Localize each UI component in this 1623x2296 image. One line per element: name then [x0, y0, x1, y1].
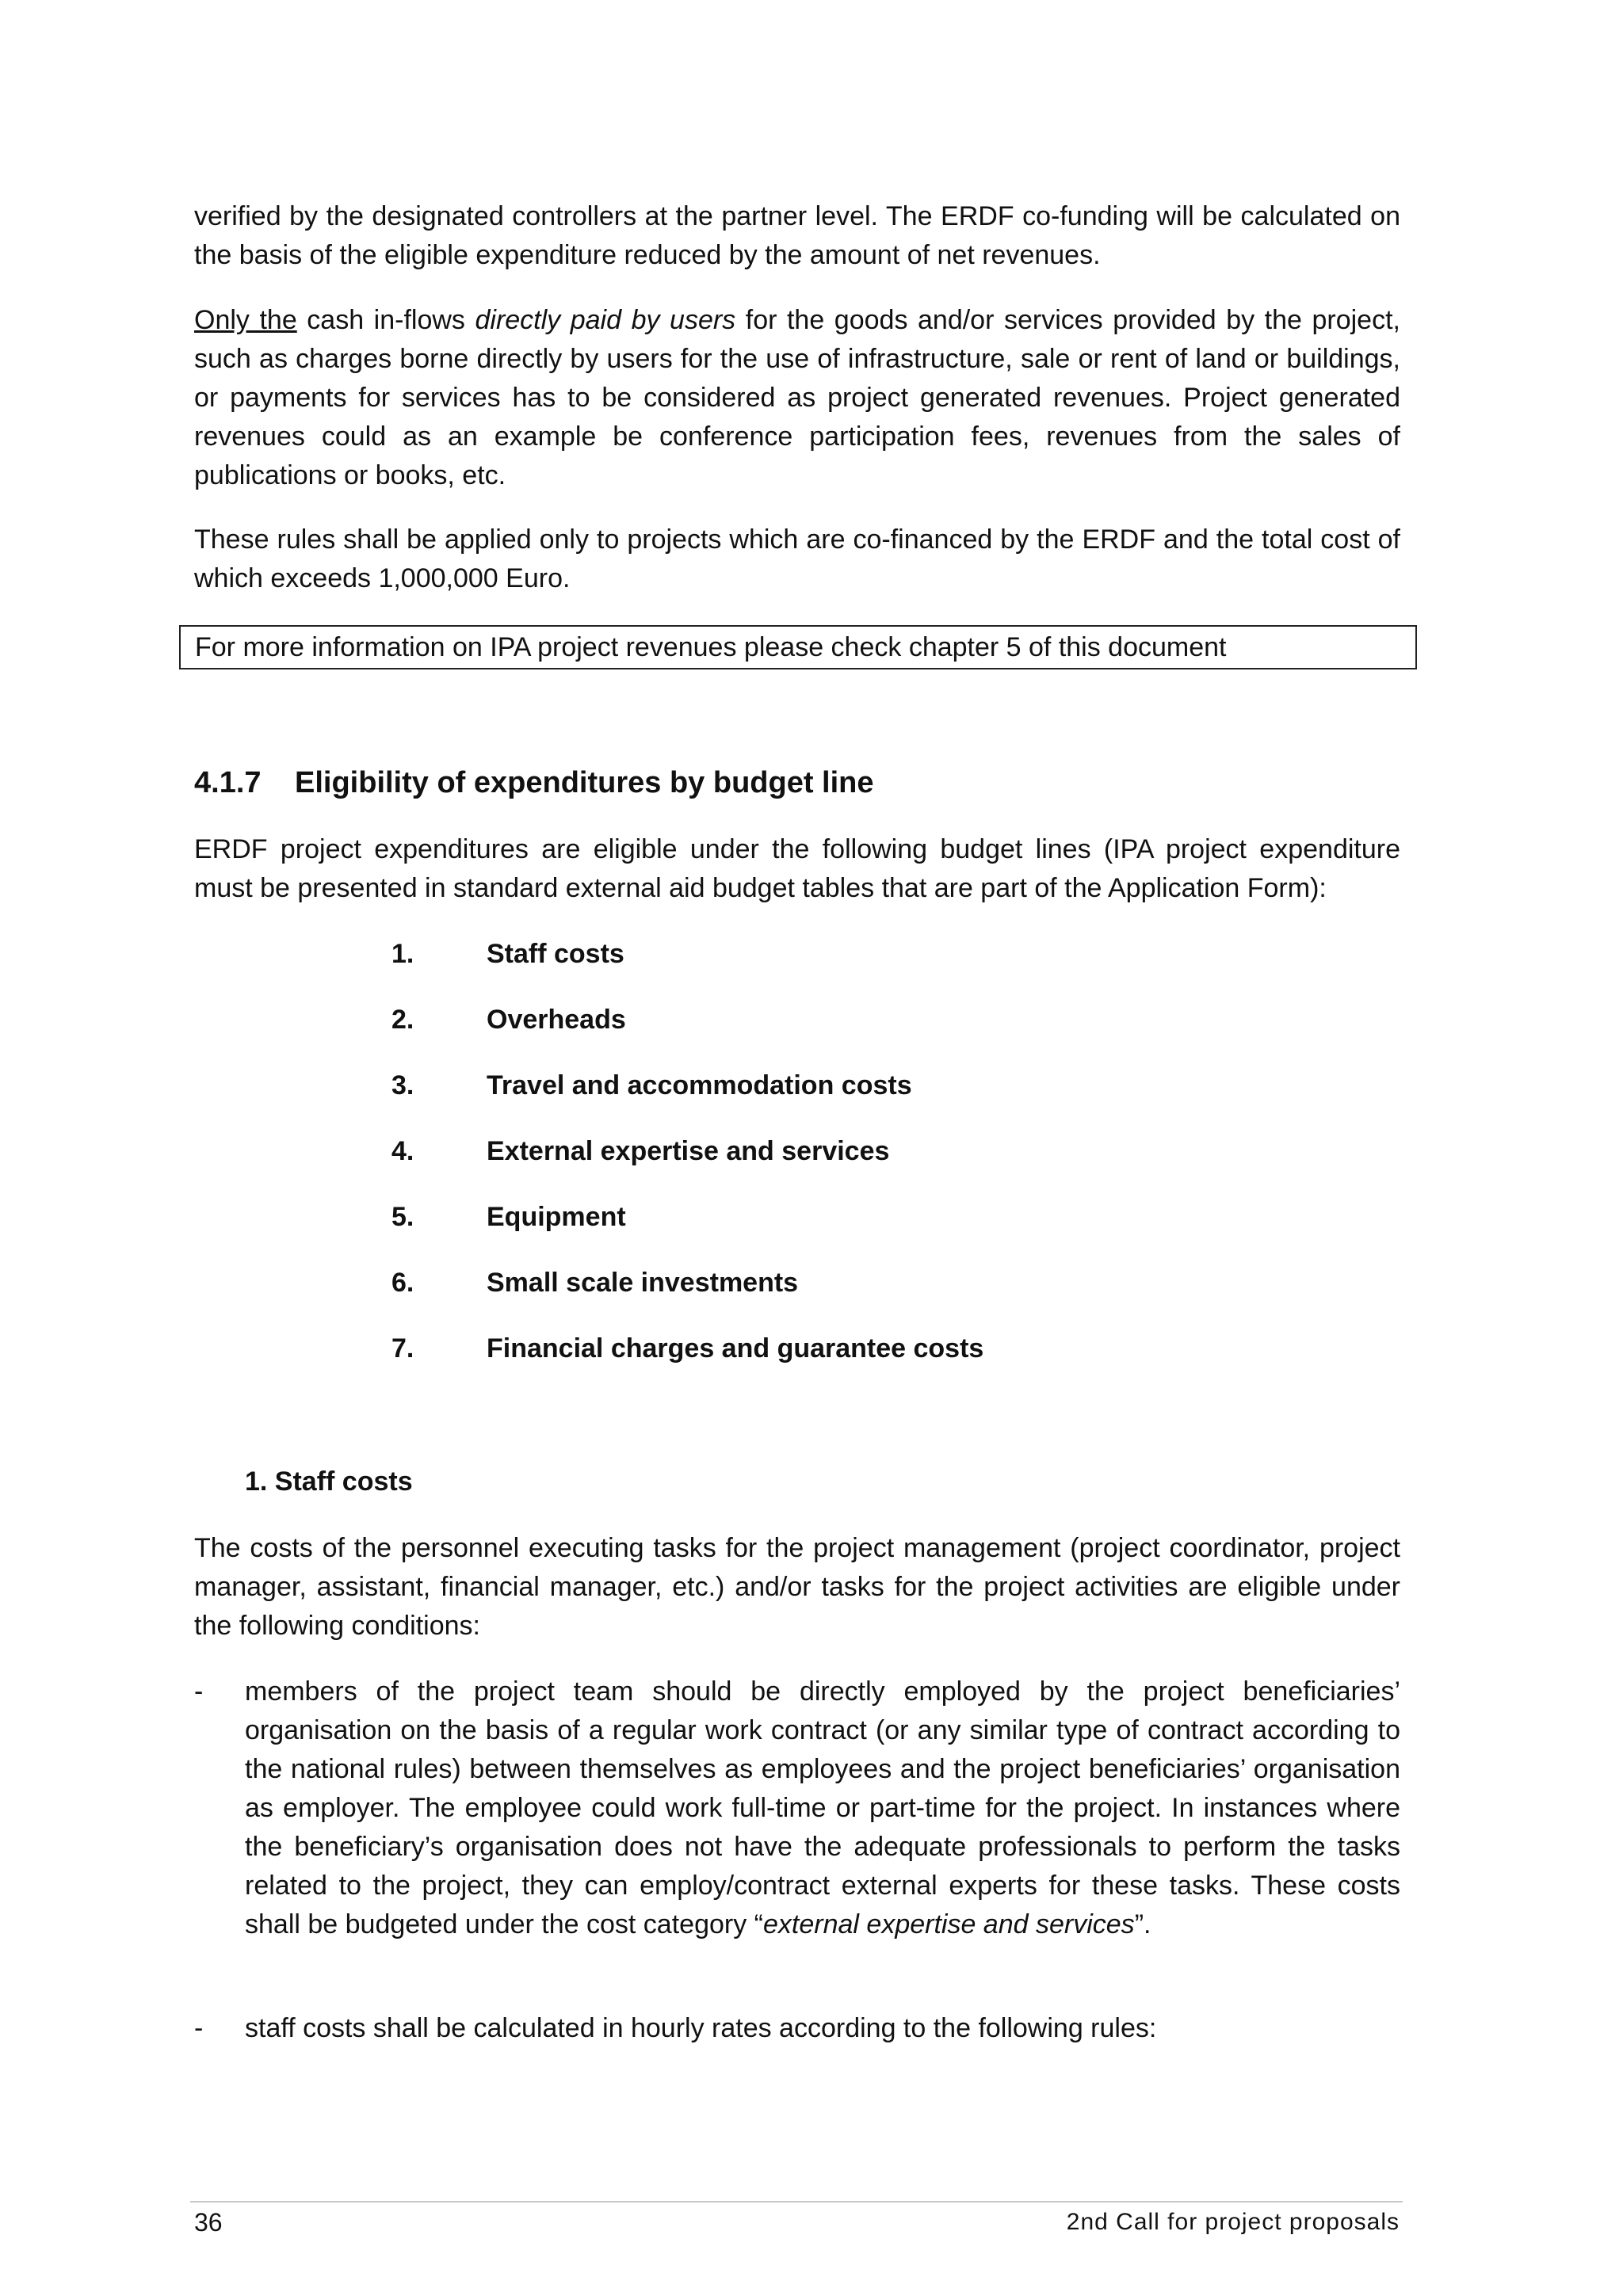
- paragraph-text-part: cash in-flows: [296, 305, 475, 335]
- budget-line-label: Staff costs: [487, 939, 624, 969]
- budget-line-number: 6.: [391, 1268, 414, 1298]
- bullet-text-part: members of the project team should be directly employed by the project beneficiaries’ organisation on the basis of a regular work contract (or any similar type of contract according to the national rules) between themselves as employees and the project beneficiaries’ organisation as employer. The employee could work full-time or part-time for the project. In instances where the beneficiary’s organisation does not have the adequate professionals to perform the tasks related to the project, they can employ/contract external experts for these tasks. These costs shall be budgeted under the cost category “: [245, 1676, 1400, 1939]
- section-intro: ERDF project expenditures are eligible under the following budget lines (IPA project expenditure must be presented in standard external aid budget tables that are part of the Application Form):: [194, 834, 1400, 903]
- info-box: For more information on IPA project revenues please check chapter 5 of this document: [179, 625, 1417, 669]
- section-title: Eligibility of expenditures by budget line: [295, 766, 874, 799]
- italic-phrase: directly paid by users: [475, 305, 736, 335]
- paragraph-text-part: for the goods and/or services provided by the project, such as charges borne directly by users for the use of infrastructure, sale or rent of land or buildings, or payments for services has to be considered as project generated revenues. Project generated revenues could as an example be conference participation fees, revenues from the sales of publications or books, etc.: [194, 305, 1400, 490]
- budget-line-label: Overheads: [487, 1005, 626, 1035]
- budget-line-number: 2.: [391, 1005, 414, 1035]
- budget-line-number: 7.: [391, 1333, 414, 1363]
- budget-line-label: Small scale investments: [487, 1268, 799, 1298]
- staff-costs-heading: 1. Staff costs: [245, 1466, 413, 1497]
- footer-divider: [190, 2201, 1403, 2203]
- underlined-phrase: Only the: [194, 305, 297, 335]
- budget-line-number: 4.: [391, 1136, 414, 1166]
- budget-line-number: 1.: [391, 939, 414, 969]
- budget-line-number: 5.: [391, 1202, 414, 1232]
- staff-costs-intro: The costs of the personnel executing tasks for the project management (project coordinator, project manager, assistant, financial manager, etc.) and/or tasks for the project activities are eligible under the following conditions:: [194, 1533, 1400, 1641]
- paragraph-generated-revenues: [194, 301, 1400, 495]
- bullet-dash: -: [194, 1676, 204, 1707]
- bullet-text: staff costs shall be calculated in hourly rates according to the following rules:: [245, 2013, 1157, 2043]
- budget-line-label: Financial charges and guarantee costs: [487, 1333, 984, 1363]
- section-heading: [194, 763, 874, 803]
- budget-line-label: Equipment: [487, 1202, 626, 1232]
- paragraph-net-revenues: verified by the designated controllers at the partner level. The ERDF co-funding will be calculated on the basis of the eligible expenditure reduced by the amount of net revenues.: [194, 201, 1400, 270]
- bullet-dash: -: [194, 2013, 204, 2043]
- page-number: 36: [194, 2208, 223, 2237]
- bullet-text-part: ”.: [1134, 1909, 1151, 1939]
- paragraph-rules-threshold: These rules shall be applied only to projects which are co-financed by the ERDF and the total cost of which exceeds 1,000,000 Euro.: [194, 524, 1400, 593]
- budget-line-number: 3.: [391, 1070, 414, 1100]
- bullet-item: [194, 2009, 1400, 2048]
- bullet-item: [194, 1672, 1400, 1944]
- italic-phrase: external expertise and services: [763, 1909, 1135, 1939]
- bullet-text: [245, 1672, 1400, 1944]
- footer-title: 2nd Call for project proposals: [1066, 2209, 1400, 2235]
- section-number: 4.1.7: [194, 766, 262, 799]
- budget-line-label: Travel and accommodation costs: [487, 1070, 912, 1100]
- budget-line-label: External expertise and services: [487, 1136, 890, 1166]
